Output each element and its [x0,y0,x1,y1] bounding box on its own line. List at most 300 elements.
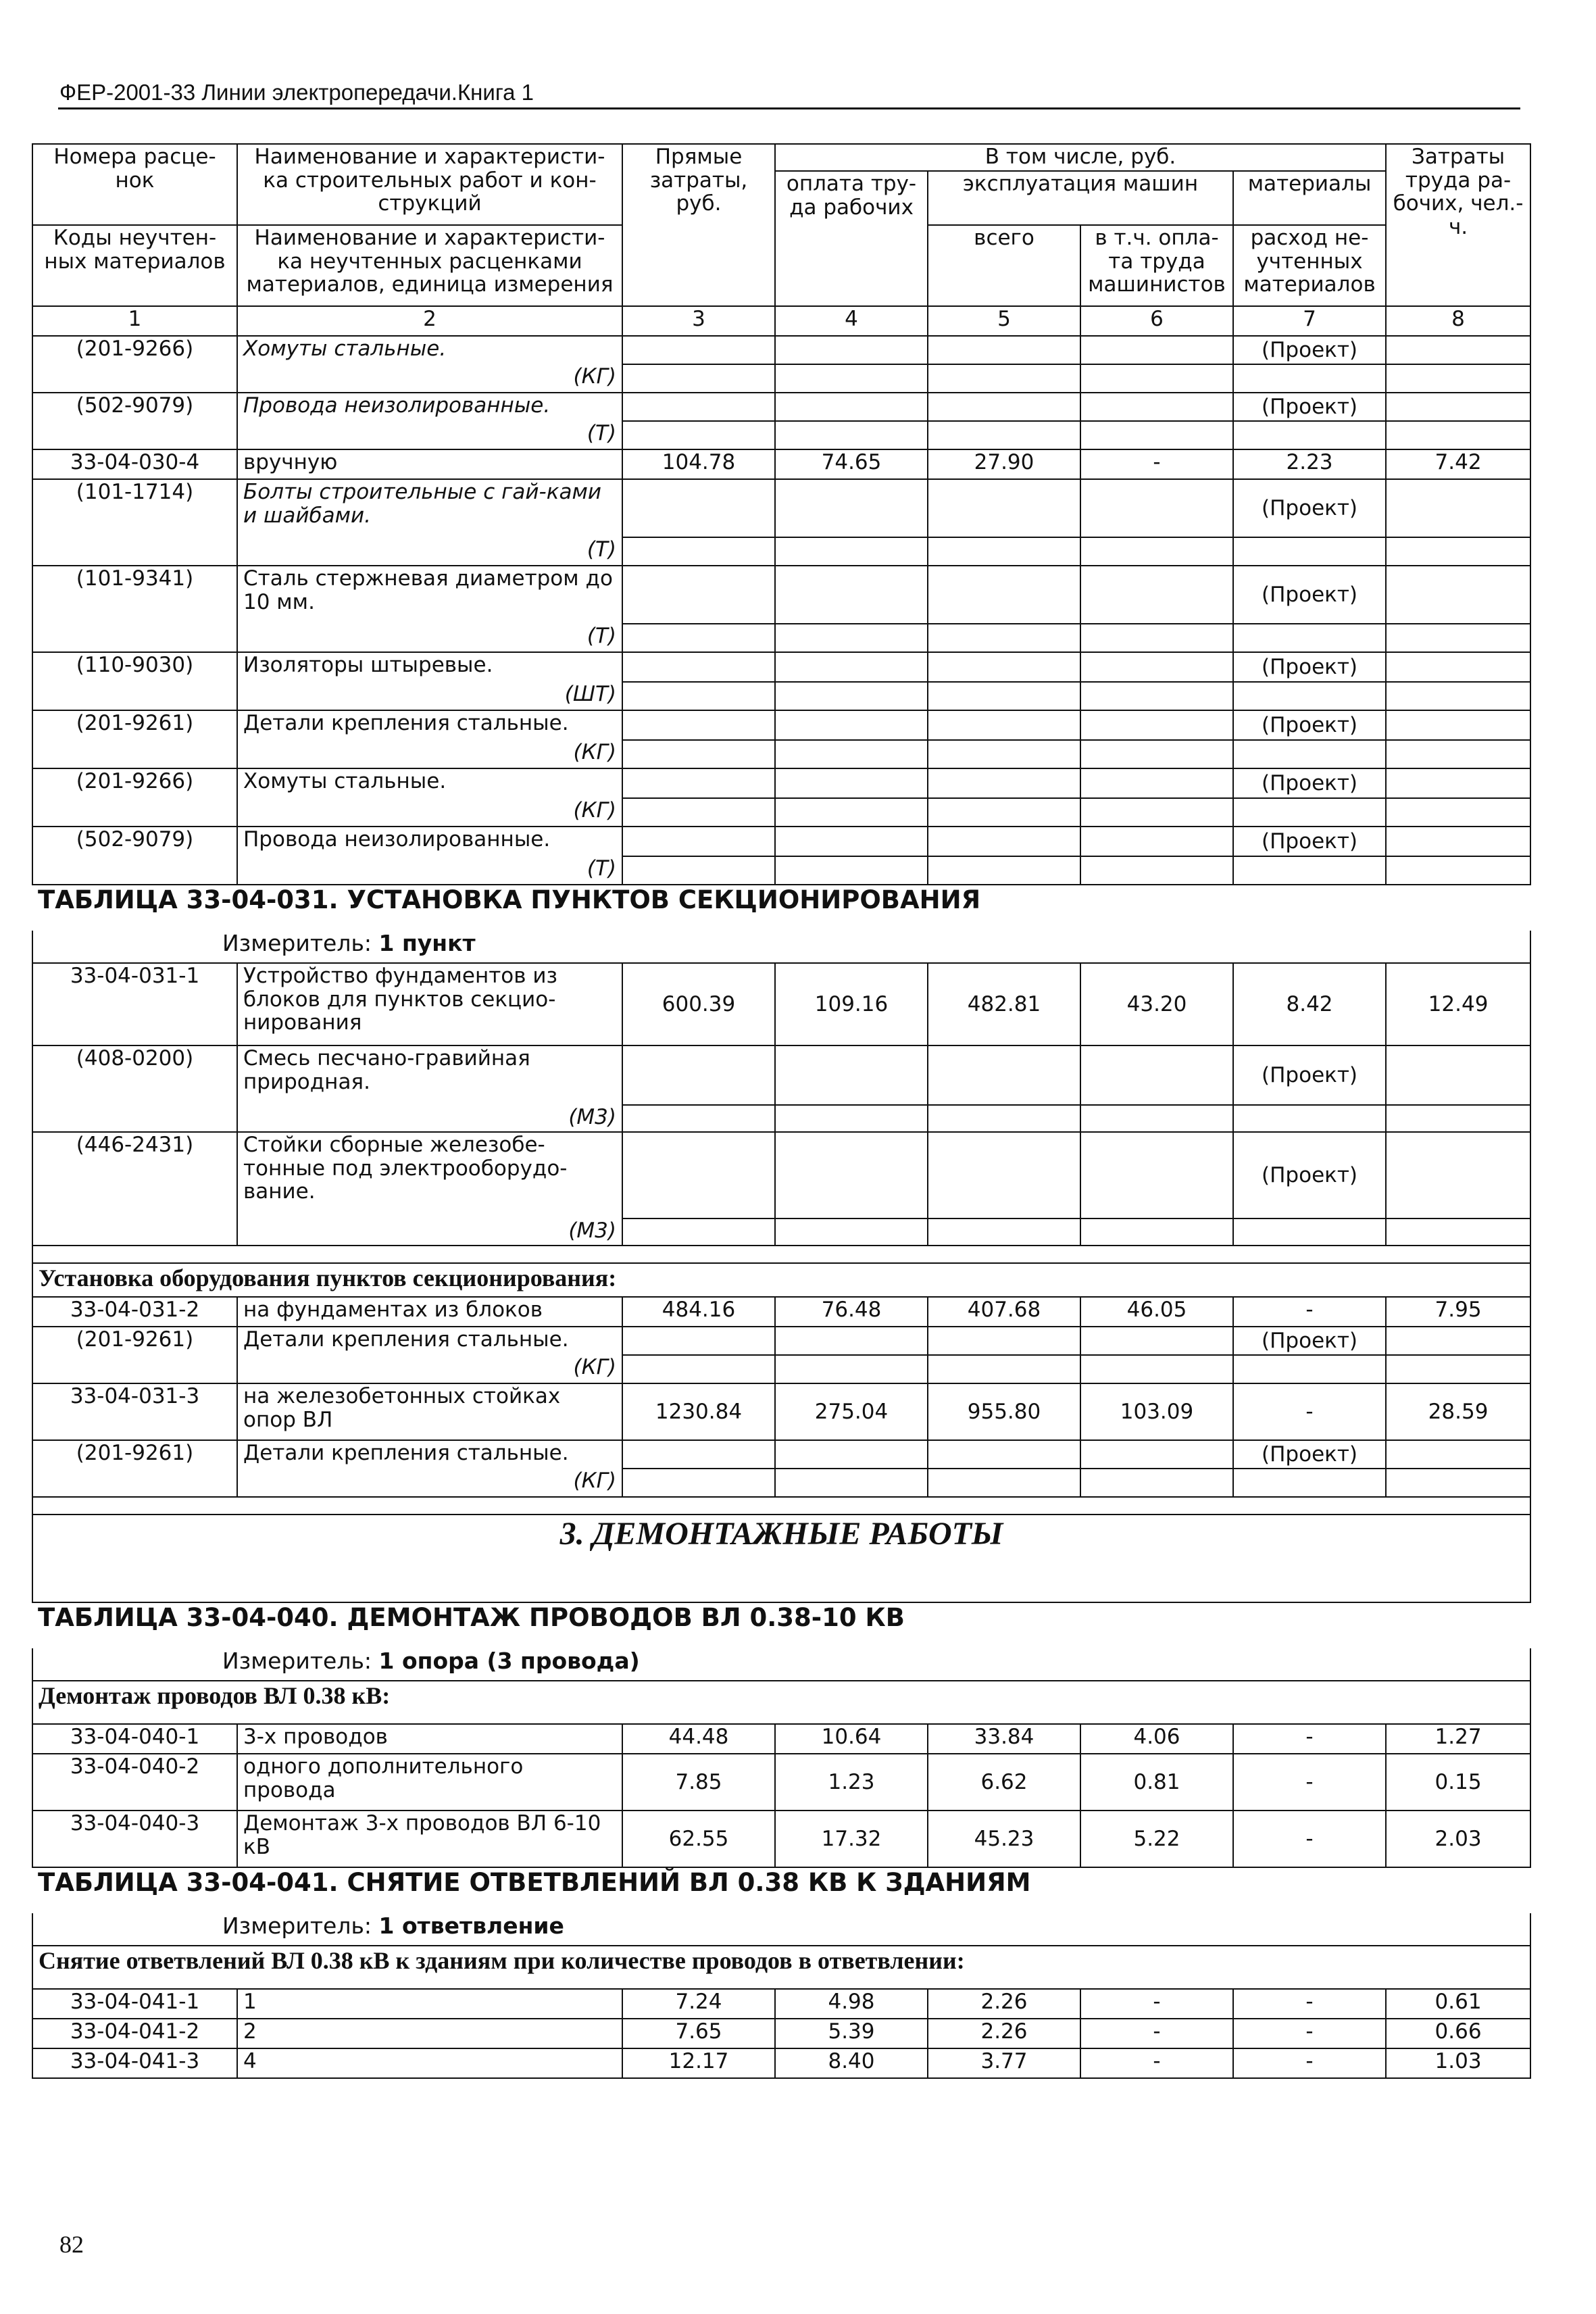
measure-unit [32,1913,1530,1946]
spacer [32,1246,1530,1263]
price-row [32,1811,1530,1867]
empty-cell [32,1218,237,1246]
price-code: 33-04-040-3 [32,1811,237,1867]
measure-unit [32,1648,1530,1681]
machinist-pay: - [1080,2048,1233,2078]
empty-cell [775,1327,928,1355]
price-code: 33-04-041-2 [32,2019,237,2048]
empty-cell [775,1218,928,1246]
empty-cell [928,1105,1080,1132]
empty-cell [1386,537,1530,566]
labor-costs: 7.95 [1386,1297,1530,1327]
material-consumption: (Проект) [1233,710,1386,740]
document-header-title: ФЕР-2001-33 Линии электропередачи.Книга 1 [59,80,534,105]
page-number: 82 [59,2231,84,2258]
empty-cell [775,827,928,856]
spacer [32,1497,1530,1515]
material-consumption: 8.42 [1233,963,1386,1045]
empty-cell [1233,856,1386,885]
labor-pay: 275.04 [775,1383,928,1440]
empty-cell [32,856,237,885]
empty-cell [1080,393,1233,421]
empty-cell [775,856,928,885]
empty-cell [622,682,775,710]
measure-label: Измеритель: [222,931,372,956]
empty-cell [622,1469,775,1497]
empty-cell [775,537,928,566]
empty-cell [928,827,1080,856]
empty-cell [1080,364,1233,393]
empty-cell [775,479,928,537]
material-consumption: 2.23 [1233,449,1386,479]
empty-cell [928,537,1080,566]
empty-cell [32,740,237,768]
direct-costs: 7.85 [622,1754,775,1811]
hdr-labor-pay: оплата тру-да рабочих [775,171,928,306]
empty-cell [622,1440,775,1469]
labor-costs: 1.03 [1386,2048,1530,2078]
empty-cell [928,1469,1080,1497]
hdr-machinist-pay: в т.ч. опла-та труда машинистов [1080,225,1233,306]
material-code: (502-9079) [32,827,237,856]
empty-cell [622,566,775,624]
empty-cell [32,624,237,652]
price-code: 33-04-040-1 [32,1724,237,1754]
empty-cell [32,798,237,827]
empty-cell [32,1355,237,1383]
material-code: (201-9266) [32,336,237,364]
empty-cell [622,798,775,827]
empty-cell [1080,1045,1233,1105]
empty-cell [1233,682,1386,710]
machinist-pay: 46.05 [1080,1297,1233,1327]
material-row [32,652,1530,682]
empty-cell [775,393,928,421]
hdr-name-works: Наименование и характеристи-ка строительных работ и кон-струкций [237,144,622,225]
column-number-row [32,306,1530,336]
price-name: 2 [237,2019,622,2048]
price-name: Демонтаж 3-х проводов ВЛ 6-10 кВ [237,1811,622,1867]
subtitle: Демонтаж проводов ВЛ 0.38 кВ: [32,1681,1530,1724]
material-unit-row [32,798,1530,827]
table-title: ТАБЛИЦА 33-04-041. СНЯТИЕ ОТВЕТВЛЕНИЙ ВЛ 0.38 КВ К ЗДАНИЯМ [32,1867,1530,1913]
empty-cell [1386,827,1530,856]
material-unit: (КГ) [237,798,622,827]
measure-row [32,931,1530,963]
col-number: 5 [928,306,1080,336]
empty-cell [775,652,928,682]
empty-cell [622,1218,775,1246]
empty-cell [1080,1440,1233,1469]
labor-costs: 0.15 [1386,1754,1530,1811]
empty-cell [622,479,775,537]
empty-cell [1386,682,1530,710]
material-code: (446-2431) [32,1132,237,1218]
direct-costs: 484.16 [622,1297,775,1327]
section-title-row [32,1515,1530,1602]
empty-cell [928,682,1080,710]
material-consumption: - [1233,1989,1386,2019]
hdr-total: всего [928,225,1080,306]
material-consumption: - [1233,2019,1386,2048]
empty-cell [775,336,928,364]
table-title-row [32,885,1530,931]
table-title: ТАБЛИЦА 33-04-031. УСТАНОВКА ПУНКТОВ СЕКЦИОНИРОВАНИЯ [32,885,1530,931]
empty-cell [1386,479,1530,537]
empty-cell [1080,768,1233,798]
empty-cell [928,1218,1080,1246]
material-unit-row [32,537,1530,566]
col-number: 8 [1386,306,1530,336]
machinist-pay: 5.22 [1080,1811,1233,1867]
material-unit: (М3) [237,1105,622,1132]
machinist-pay: - [1080,449,1233,479]
price-code: 33-04-030-4 [32,449,237,479]
empty-cell [1386,1469,1530,1497]
empty-cell [1386,624,1530,652]
material-unit: (Т) [237,421,622,449]
empty-cell [928,421,1080,449]
labor-pay: 1.23 [775,1754,928,1811]
material-code: (201-9261) [32,1440,237,1469]
col-number: 6 [1080,306,1233,336]
empty-cell [622,1045,775,1105]
empty-cell [622,827,775,856]
price-code: 33-04-041-3 [32,2048,237,2078]
empty-cell [1233,1355,1386,1383]
material-unit: (КГ) [237,740,622,768]
empty-cell [1080,1105,1233,1132]
empty-cell [928,1045,1080,1105]
empty-cell [1080,479,1233,537]
price-row [32,1724,1530,1754]
empty-cell [928,624,1080,652]
col-number: 3 [622,306,775,336]
material-row [32,1132,1530,1218]
empty-cell [32,421,237,449]
material-row [32,336,1530,364]
empty-cell [928,1440,1080,1469]
price-name: 3-х проводов [237,1724,622,1754]
direct-costs: 62.55 [622,1811,775,1867]
empty-cell [1080,827,1233,856]
empty-cell [1080,566,1233,624]
empty-cell [32,1105,237,1132]
empty-cell [1080,336,1233,364]
spacer-row [32,1246,1530,1263]
empty-cell [928,393,1080,421]
col-number: 1 [32,306,237,336]
material-consumption: (Проект) [1233,393,1386,421]
price-table [32,143,1531,2079]
empty-cell [775,421,928,449]
table-title-row [32,1602,1530,1648]
price-row [32,1754,1530,1811]
measure-value: 1 опора (3 провода) [378,1648,640,1674]
material-consumption: (Проект) [1233,1045,1386,1105]
machine-total: 955.80 [928,1383,1080,1440]
empty-cell [1386,1218,1530,1246]
empty-cell [622,768,775,798]
labor-costs: 0.61 [1386,1989,1530,2019]
spacer-row [32,1497,1530,1515]
material-unit: (КГ) [237,1355,622,1383]
price-code: 33-04-031-1 [32,963,237,1045]
subtitle-row [32,1681,1530,1724]
empty-cell [1080,537,1233,566]
empty-cell [622,710,775,740]
empty-cell [1386,1045,1530,1105]
measure-value: 1 ответвление [378,1913,564,1939]
empty-cell [622,421,775,449]
labor-costs: 0.66 [1386,2019,1530,2048]
material-name: Смесь песчано-гравийная природная. [237,1045,622,1105]
material-name: Болты строительные с гай-ками и шайбами. [237,479,622,537]
empty-cell [622,1327,775,1355]
hdr-direct-costs: Прямые затраты, руб. [622,144,775,306]
empty-cell [1386,421,1530,449]
material-code: (201-9266) [32,768,237,798]
material-unit: (КГ) [237,364,622,393]
empty-cell [32,364,237,393]
empty-cell [1386,856,1530,885]
material-name: Провода неизолированные. [237,393,622,421]
empty-cell [928,1355,1080,1383]
machine-total: 2.26 [928,2019,1080,2048]
material-name: Хомуты стальные. [237,336,622,364]
material-row [32,710,1530,740]
material-consumption: - [1233,1754,1386,1811]
machine-total: 27.90 [928,449,1080,479]
section-title: 3. ДЕМОНТАЖНЫЕ РАБОТЫ [32,1515,1530,1602]
price-name: одного дополнительного провода [237,1754,622,1811]
price-code: 33-04-041-1 [32,1989,237,2019]
empty-cell [1233,1218,1386,1246]
direct-costs: 7.24 [622,1989,775,2019]
subtitle-row [32,1946,1530,1989]
empty-cell [775,1132,928,1218]
machinist-pay: - [1080,1989,1233,2019]
empty-cell [928,566,1080,624]
direct-costs: 1230.84 [622,1383,775,1440]
material-code: (110-9030) [32,652,237,682]
measure-unit [32,931,1530,963]
price-name: на железобетонных стойках опор ВЛ [237,1383,622,1440]
empty-cell [1233,364,1386,393]
material-consumption: (Проект) [1233,479,1386,537]
material-unit: (Т) [237,537,622,566]
material-unit-row [32,364,1530,393]
material-consumption: (Проект) [1233,827,1386,856]
empty-cell [775,740,928,768]
material-code: (101-1714) [32,479,237,537]
price-row [32,2019,1530,2048]
subtitle: Снятие ответвлений ВЛ 0.38 кВ к зданиям при количестве проводов в ответвлении: [32,1946,1530,1989]
labor-costs: 1.27 [1386,1724,1530,1754]
empty-cell [775,1355,928,1383]
material-unit: (М3) [237,1218,622,1246]
direct-costs: 12.17 [622,2048,775,2078]
empty-cell [775,364,928,393]
labor-pay: 10.64 [775,1724,928,1754]
direct-costs: 7.65 [622,2019,775,2048]
empty-cell [1386,1355,1530,1383]
empty-cell [622,740,775,768]
direct-costs: 44.48 [622,1724,775,1754]
machinist-pay: - [1080,2019,1233,2048]
measure-row [32,1648,1530,1681]
material-name: Провода неизолированные. [237,827,622,856]
price-code: 33-04-031-2 [32,1297,237,1327]
empty-cell [1080,1132,1233,1218]
material-unit-row [32,740,1530,768]
machine-total: 33.84 [928,1724,1080,1754]
material-unit-row [32,421,1530,449]
labor-pay: 76.48 [775,1297,928,1327]
empty-cell [622,393,775,421]
empty-cell [1233,624,1386,652]
price-row [32,2048,1530,2078]
empty-cell [1386,652,1530,682]
empty-cell [1233,1469,1386,1497]
empty-cell [775,798,928,827]
machine-total: 482.81 [928,963,1080,1045]
empty-cell [1386,393,1530,421]
labor-costs: 28.59 [1386,1383,1530,1440]
empty-cell [622,537,775,566]
price-name: на фундаментах из блоков [237,1297,622,1327]
hdr-materials: материалы [1233,171,1386,225]
labor-pay: 74.65 [775,449,928,479]
hdr-num-prices: Номера расце-нок [32,144,237,225]
hdr-codes-unaccounted: Коды неучтен-ных материалов [32,225,237,306]
material-name: Стойки сборные железобе-тонные под электрооборудо-вание. [237,1132,622,1218]
empty-cell [1386,1327,1530,1355]
empty-cell [928,652,1080,682]
machine-total: 3.77 [928,2048,1080,2078]
material-consumption: - [1233,1724,1386,1754]
material-consumption: (Проект) [1233,566,1386,624]
machine-total: 45.23 [928,1811,1080,1867]
machine-total: 407.68 [928,1297,1080,1327]
hdr-unaccounted-consumption: расход не-учтенных материалов [1233,225,1386,306]
machinist-pay: 4.06 [1080,1724,1233,1754]
empty-cell [1386,1440,1530,1469]
material-code: (408-0200) [32,1045,237,1105]
labor-pay: 17.32 [775,1811,928,1867]
material-consumption: - [1233,1297,1386,1327]
empty-cell [775,566,928,624]
material-consumption: (Проект) [1233,768,1386,798]
material-unit-row [32,682,1530,710]
material-unit: (Т) [237,856,622,885]
material-name: Хомуты стальные. [237,768,622,798]
empty-cell [1233,537,1386,566]
table-title: ТАБЛИЦА 33-04-040. ДЕМОНТАЖ ПРОВОДОВ ВЛ 0.38-10 КВ [32,1602,1530,1648]
labor-costs: 2.03 [1386,1811,1530,1867]
material-code: (201-9261) [32,1327,237,1355]
empty-cell [1386,566,1530,624]
empty-cell [928,364,1080,393]
empty-cell [622,856,775,885]
price-code: 33-04-040-2 [32,1754,237,1811]
empty-cell [1386,768,1530,798]
empty-cell [622,364,775,393]
empty-cell [1386,740,1530,768]
material-consumption: (Проект) [1233,1132,1386,1218]
price-row [32,1989,1530,2019]
empty-cell [622,652,775,682]
empty-cell [1233,740,1386,768]
hdr-labor-costs: Затраты труда ра-бочих, чел.-ч. [1386,144,1530,306]
material-row [32,768,1530,798]
empty-cell [775,768,928,798]
price-row [32,963,1530,1045]
material-consumption: (Проект) [1233,336,1386,364]
material-unit: (КГ) [237,1469,622,1497]
empty-cell [1233,798,1386,827]
empty-cell [928,856,1080,885]
material-consumption: (Проект) [1233,1440,1386,1469]
empty-cell [775,1469,928,1497]
direct-costs: 600.39 [622,963,775,1045]
material-consumption: - [1233,2048,1386,2078]
measure-label: Измеритель: [222,1913,372,1939]
labor-costs: 7.42 [1386,449,1530,479]
material-row [32,479,1530,537]
empty-cell [1386,1105,1530,1132]
material-unit-row [32,1105,1530,1132]
material-unit: (Т) [237,624,622,652]
machinist-pay: 43.20 [1080,963,1233,1045]
col-number: 4 [775,306,928,336]
labor-pay: 109.16 [775,963,928,1045]
empty-cell [775,1045,928,1105]
price-name: 4 [237,2048,622,2078]
empty-cell [1386,364,1530,393]
machinist-pay: 0.81 [1080,1754,1233,1811]
labor-pay: 8.40 [775,2048,928,2078]
hdr-name-unaccounted: Наименование и характеристи-ка неучтенных расценками материалов, единица измерения [237,225,622,306]
empty-cell [1386,336,1530,364]
material-name: Детали крепления стальные. [237,1327,622,1355]
empty-cell [32,682,237,710]
price-name: 1 [237,1989,622,2019]
empty-cell [1080,652,1233,682]
empty-cell [928,798,1080,827]
empty-cell [32,537,237,566]
material-row [32,393,1530,421]
material-row [32,1327,1530,1355]
subtitle: Установка оборудования пунктов секционирования: [32,1263,1530,1297]
material-name: Детали крепления стальные. [237,710,622,740]
material-name: Изоляторы штыревые. [237,652,622,682]
material-code: (201-9261) [32,710,237,740]
empty-cell [1080,710,1233,740]
material-row [32,1440,1530,1469]
empty-cell [622,336,775,364]
empty-cell [622,1132,775,1218]
empty-cell [622,1105,775,1132]
material-row [32,566,1530,624]
empty-cell [1080,1469,1233,1497]
empty-cell [775,1440,928,1469]
material-consumption: - [1233,1811,1386,1867]
empty-cell [1386,1132,1530,1218]
empty-cell [622,624,775,652]
hdr-machines: эксплуатация машин [928,171,1233,225]
empty-cell [1080,682,1233,710]
